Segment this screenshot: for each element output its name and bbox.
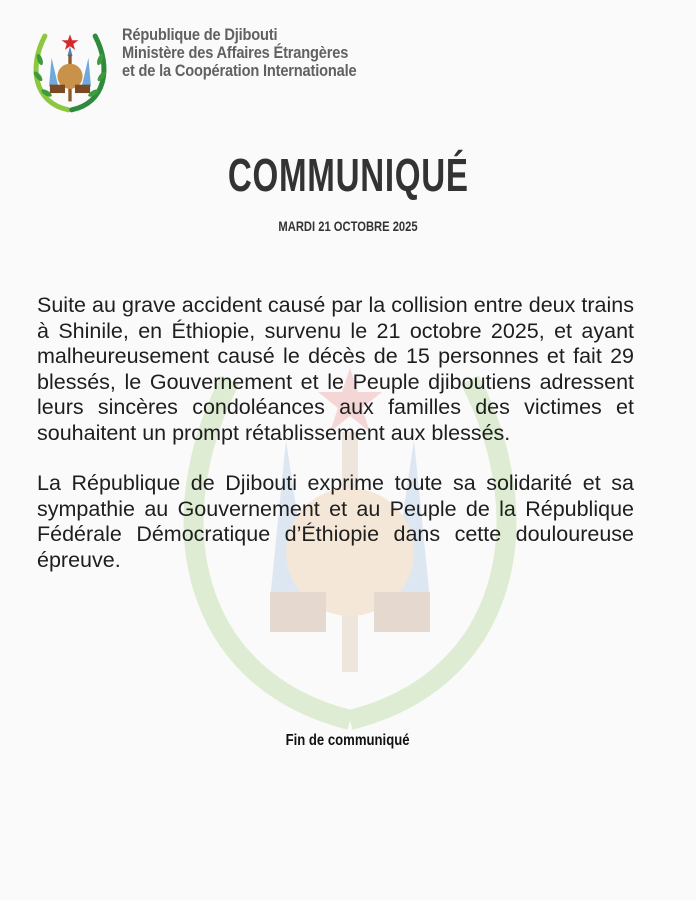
paragraph-2: La République de Djibouti exprime toute sa solidarité et sa sympathie au Gouvernement et au Peuple de la République Fédérale Démocratique d’Éthiopie dans cette douloureuse épreuve. [37, 471, 634, 572]
title-text: COMMUNIQUÉ [227, 149, 469, 201]
document-date [0, 218, 696, 234]
document-body [37, 293, 634, 598]
closing-text: Fin de communiqué [286, 732, 410, 749]
date-text: MARDI 21 OCTOBRE 2025 [278, 218, 418, 234]
ministry-line-2: Ministère des Affaires Étrangères [122, 43, 349, 62]
closing-line [0, 732, 696, 750]
letterhead [28, 26, 395, 114]
ministry-line-1: République de Djibouti [122, 25, 278, 44]
document-title [0, 148, 696, 202]
ministry-name [122, 26, 395, 80]
ministry-line-3: et de la Coopération Internationale [122, 61, 357, 80]
paragraph-1: Suite au grave accident causé par la collision entre deux trains à Shinile, en Éthiopie, survenu le 21 octobre 2025, et ayant malheureusement causé le décès de 15 personnes et fait 29 blessés, le Gouvernement et le Peuple djiboutiens adressent leurs sincères condoléances aux familles des victimes et souhaitent un prompt rétablissement aux blessés. [37, 293, 634, 445]
djibouti-emblem-icon [28, 26, 112, 114]
